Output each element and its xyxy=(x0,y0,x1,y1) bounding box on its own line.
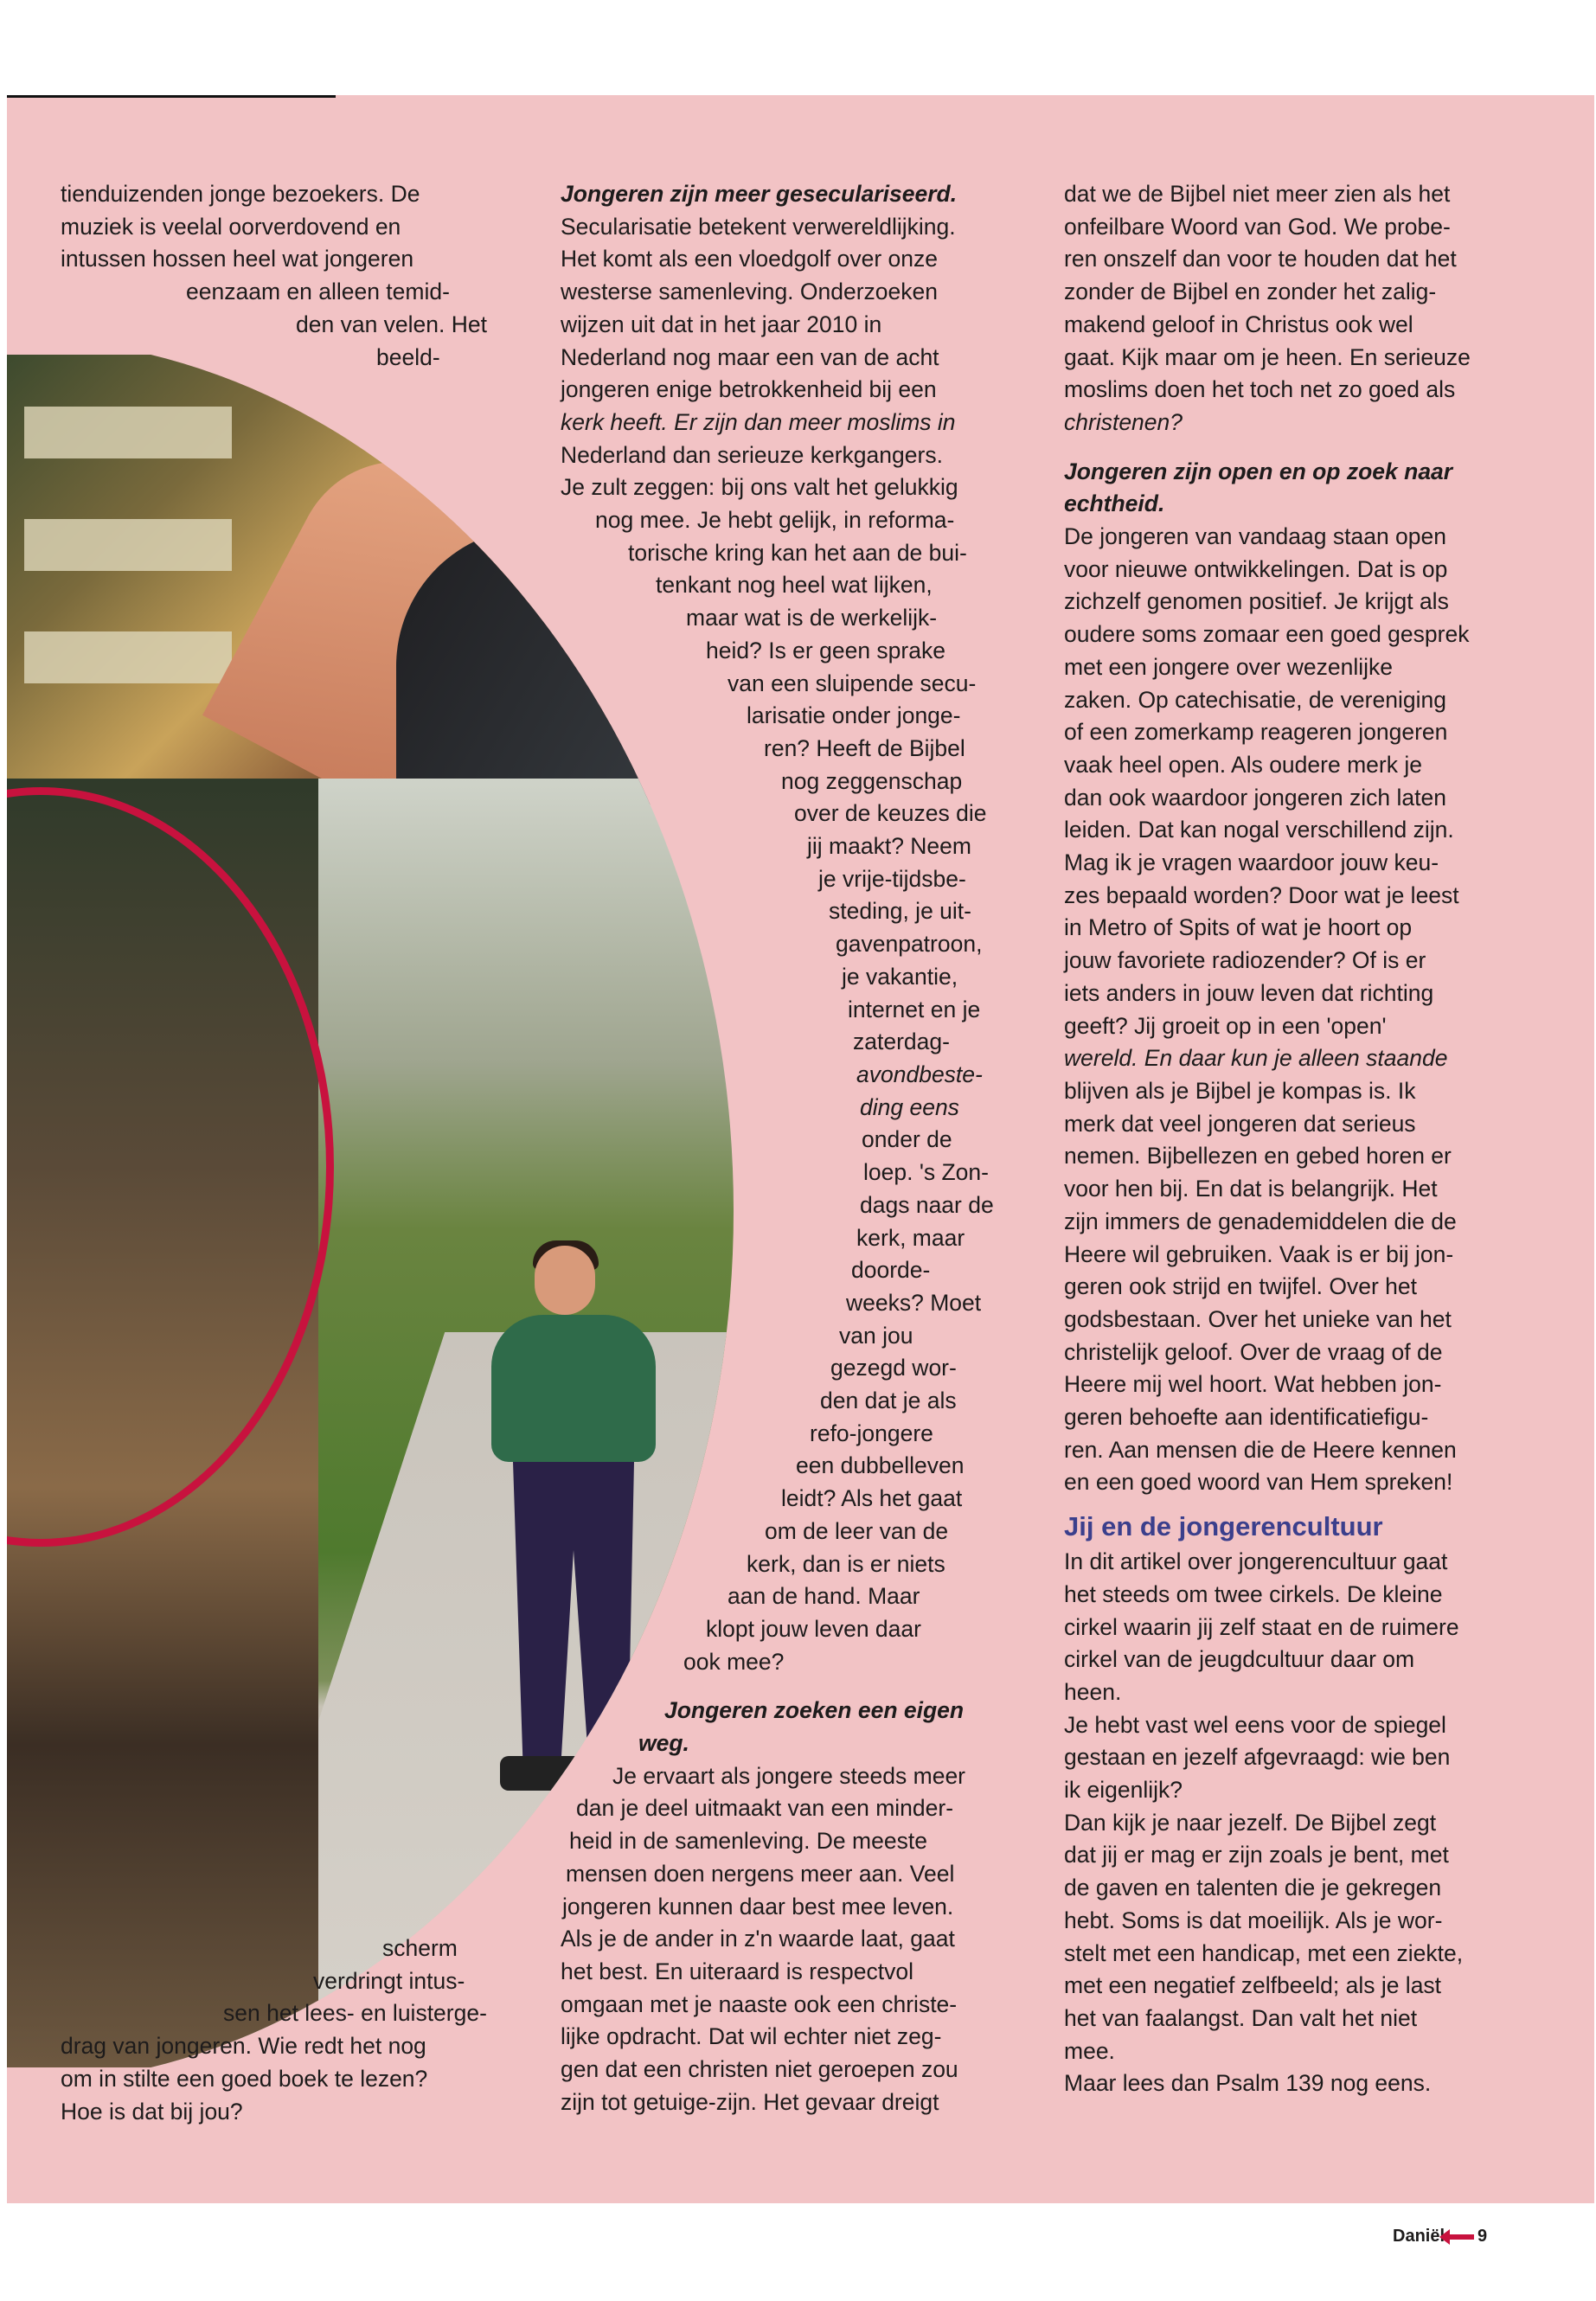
text-line: wereld. En daar kun je alleen staande xyxy=(1064,1045,1448,1072)
text-line: of een zomerkamp reageren jongeren xyxy=(1064,719,1448,746)
text-line: Je hebt vast wel eens voor de spiegel xyxy=(1064,1711,1446,1738)
text-line: leidt? Als het gaat xyxy=(781,1485,963,1512)
text-line: zes bepaald worden? Door wat je leest xyxy=(1064,881,1459,908)
text-line: moslims doen het toch net zo goed als xyxy=(1064,376,1456,403)
shelf xyxy=(24,519,232,571)
text-line: den dat je als xyxy=(820,1388,957,1414)
subheading-own-way: Jongeren zoeken een eigen xyxy=(664,1697,965,1724)
text-line: voor hen bij. En dat is belangrijk. Het xyxy=(1064,1176,1438,1202)
text-line: gaat. Kijk maar om je heen. En serieuze xyxy=(1064,343,1471,370)
text-line: zaken. Op catechisatie, de vereniging xyxy=(1064,686,1446,713)
text-line: van jou xyxy=(839,1322,913,1349)
text-line: kerk heeft. Er zijn dan meer moslims in xyxy=(561,408,956,435)
text-line: jouw favoriete radiozender? Of is er xyxy=(1064,947,1426,974)
text-line: refo-jongere xyxy=(810,1420,933,1446)
text-line: torische kring kan het aan de bui- xyxy=(628,539,967,566)
text-line: nog mee. Je hebt gelijk, in reforma- xyxy=(595,507,955,534)
column-1-top xyxy=(61,178,487,374)
text-line: De jongeren van vandaag staan open xyxy=(1064,523,1447,550)
text-line: avondbeste- xyxy=(856,1061,983,1087)
text-line: dat we de Bijbel niet meer zien als het xyxy=(1064,181,1451,207)
text-line: larisatie onder jonge- xyxy=(747,702,961,729)
text-line: ding eens xyxy=(860,1093,959,1120)
text-line: cirkel van de jeugdcultuur daar om xyxy=(1064,1646,1415,1673)
text-line: Mag ik je vragen waardoor jouw keu- xyxy=(1064,849,1439,876)
text-line: mee. xyxy=(1064,2037,1115,2064)
text-line: Nederland nog maar een van de acht xyxy=(561,343,939,370)
text-line: en een goed woord van Hem spreken! xyxy=(1064,1469,1453,1496)
text-line: je vakantie, xyxy=(842,963,958,990)
text-line: drag van jongeren. Wie redt het nog xyxy=(61,2033,426,2060)
text-line: omgaan met je naaste ook een christe- xyxy=(561,1990,958,2017)
text-line: gezegd wor- xyxy=(830,1355,957,1381)
text-line: Hoe is dat bij jou? xyxy=(61,2098,243,2125)
text-line: het best. En uiteraard is respectvol xyxy=(561,1958,914,1984)
page-footer xyxy=(1393,2227,1487,2247)
text-line: voor nieuwe ontwikkelingen. Dat is op xyxy=(1064,555,1448,582)
text-line: je vrije-tijdsbe- xyxy=(818,865,966,892)
text-line: kerk, maar xyxy=(856,1224,965,1251)
subheading-own-way-cont: weg. xyxy=(638,1730,689,1757)
text-line: doorde- xyxy=(851,1257,931,1284)
text-line: jij maakt? Neem xyxy=(807,833,971,860)
magazine-page xyxy=(7,95,1594,2246)
text-line: weeks? Moet xyxy=(846,1289,982,1316)
text-line: maar wat is de werkelijk- xyxy=(686,605,938,631)
text-line: tienduizenden jonge bezoekers. De xyxy=(61,181,420,207)
text-line: loep. 's Zon- xyxy=(863,1159,989,1186)
text-line: onder de xyxy=(862,1126,952,1153)
column-3 xyxy=(1064,178,1471,2100)
text-line: zaterdag- xyxy=(853,1029,950,1055)
text-line: Je zult zeggen: bij ons valt het gelukkig xyxy=(561,474,958,501)
arrow-icon xyxy=(1448,2234,1474,2240)
text-line: dat jij er mag er zijn zoals je bent, met xyxy=(1064,1842,1449,1868)
subheading-secularised: Jongeren zijn meer geseculariseerd. xyxy=(561,181,958,207)
magazine-name: Daniël xyxy=(1393,2227,1445,2246)
text-line: Secularisatie betekent verwereldlijking. xyxy=(561,213,956,240)
text-line: intussen hossen heel wat jongeren xyxy=(61,246,414,272)
text-line: scherm xyxy=(382,1935,458,1961)
column-1-bottom xyxy=(61,1932,487,2128)
text-line: heid? Is er geen sprake xyxy=(706,637,945,663)
text-line: mensen doen nergens meer aan. Veel xyxy=(566,1860,955,1887)
shelf xyxy=(24,631,232,683)
text-line: Heere wil gebruiken. Vaak is er bij jon- xyxy=(1064,1240,1454,1267)
text-line: Dan kijk je naar jezelf. De Bijbel zegt xyxy=(1064,1809,1437,1836)
text-line: ren onszelf dan voor te houden dat het xyxy=(1064,246,1457,272)
text-line: Je ervaart als jongere steeds meer xyxy=(612,1762,966,1789)
text-line: tenkant nog heel wat lijken, xyxy=(656,572,933,599)
text-line: ook mee? xyxy=(683,1648,785,1675)
text-line: westerse samenleving. Onderzoeken xyxy=(561,279,939,305)
text-line: met een jongere over wezenlijke xyxy=(1064,653,1394,680)
text-line: Het komt als een vloedgolf over onze xyxy=(561,246,939,272)
text-line: verdringt intus- xyxy=(313,1967,465,1994)
text-line: Heere mij wel hoort. Wat hebben jon- xyxy=(1064,1371,1442,1398)
text-line: geren ook strijd en twijfel. Over het xyxy=(1064,1273,1417,1300)
page-number: 9 xyxy=(1477,2227,1488,2246)
text-line: gestaan en jezelf afgevraagd: wie ben xyxy=(1064,1744,1451,1771)
text-line: kerk, dan is er niets xyxy=(747,1550,945,1577)
text-line: wijzen uit dat in het jaar 2010 in xyxy=(561,311,882,337)
text-line: aan de hand. Maar xyxy=(727,1583,920,1610)
text-line: zijn immers de genademiddelen die de xyxy=(1064,1208,1457,1234)
subheading-open: Jongeren zijn open en op zoek naar xyxy=(1064,458,1453,484)
text-line: den van velen. Het xyxy=(296,311,487,337)
text-line: steding, je uit- xyxy=(829,898,971,925)
text-line: nog zeggenschap xyxy=(781,767,963,794)
text-line: dags naar de xyxy=(860,1191,994,1218)
text-line: zonder de Bijbel en zonder het zalig- xyxy=(1064,279,1437,305)
text-line: christelijk geloof. Over de vraag of de xyxy=(1064,1338,1443,1365)
text-line: klopt jouw leven daar xyxy=(706,1615,921,1642)
text-line: In dit artikel over jongerencultuur gaat xyxy=(1064,1548,1448,1575)
text-line: om de leer van de xyxy=(765,1517,949,1544)
text-line: eenzaam en alleen temid- xyxy=(186,279,450,305)
text-line: leiden. Dat kan nogal verschillend zijn. xyxy=(1064,817,1454,843)
text-line: gen dat een christen niet geroepen zou xyxy=(561,2056,958,2083)
text-line: muziek is veelal oorverdovend en xyxy=(61,213,401,240)
text-line: Als je de ander in z'n waarde laat, gaat xyxy=(561,1926,955,1952)
text-line: over de keuzes die xyxy=(794,800,987,827)
text-line: jongeren kunnen daar best mee leven. xyxy=(562,1893,954,1920)
text-line: stelt met een handicap, met een ziekte, xyxy=(1064,1939,1464,1966)
text-line: het steeds om twee cirkels. De kleine xyxy=(1064,1580,1443,1607)
text-line: vaak heel open. Als oudere merk je xyxy=(1064,751,1422,778)
text-line: dan ook waardoor jongeren zich laten xyxy=(1064,784,1446,811)
text-line: geren behoefte aan identificatiefigu- xyxy=(1064,1404,1429,1431)
section-heading: Jij en de jongerencultuur xyxy=(1064,1511,1383,1542)
text-line: hebt. Soms is dat moeilijk. Als je wor- xyxy=(1064,1907,1443,1933)
text-line: zichzelf genomen positief. Je krijgt als xyxy=(1064,588,1449,615)
text-line: beeld- xyxy=(376,343,440,370)
text-line: ren. Aan mensen die de Heere kennen xyxy=(1064,1436,1457,1463)
column-2 xyxy=(561,178,994,2118)
text-line: merk dat veel jongeren dat serieus xyxy=(1064,1110,1416,1137)
text-line: cirkel waarin jij zelf staat en de ruimere xyxy=(1064,1613,1459,1640)
text-line: van een sluipende secu- xyxy=(727,670,977,696)
shelf xyxy=(24,407,232,458)
text-line: zijn tot getuige-zijn. Het gevaar dreigt xyxy=(561,2088,939,2115)
text-line: de gaven en talenten die je gekregen xyxy=(1064,1875,1442,1901)
text-line: onfeilbare Woord van God. We probe- xyxy=(1064,213,1451,240)
text-line: geeft? Jij groeit op in een 'open' xyxy=(1064,1012,1387,1039)
text-line: Maar lees dan Psalm 139 nog eens. xyxy=(1064,2070,1432,2097)
text-line: iets anders in jouw leven dat richting xyxy=(1064,979,1434,1006)
text-line: het van faalangst. Dan valt het niet xyxy=(1064,2004,1418,2031)
text-line: makend geloof in Christus ook wel xyxy=(1064,311,1413,337)
text-line: ik eigenlijk? xyxy=(1064,1777,1183,1804)
text-line: Nederland dan serieuze kerkgangers. xyxy=(561,441,943,468)
text-line: sen het lees- en luisterge- xyxy=(223,2000,487,2027)
text-line: met een negatief zelfbeeld; als je last xyxy=(1064,1972,1442,1999)
text-line: oudere soms zomaar een goed gesprek xyxy=(1064,621,1470,648)
text-line: een dubbelleven xyxy=(796,1452,965,1479)
text-line: in Metro of Spits of wat je hoort op xyxy=(1064,914,1413,941)
text-line: godsbestaan. Over het unieke van het xyxy=(1064,1305,1452,1332)
text-line: ren? Heeft de Bijbel xyxy=(764,734,965,761)
text-line: jongeren enige betrokkenheid bij een xyxy=(561,376,937,403)
text-line: blijven als je Bijbel je kompas is. Ik xyxy=(1064,1077,1416,1104)
text-line: christenen? xyxy=(1064,408,1183,435)
text-line: heen. xyxy=(1064,1678,1122,1705)
text-line: dan je deel uitmaakt van een minder- xyxy=(576,1795,954,1822)
text-line: gavenpatroon, xyxy=(836,931,983,958)
text-line: om in stilte een goed boek te lezen? xyxy=(61,2065,428,2092)
text-line: heid in de samenleving. De meeste xyxy=(569,1828,927,1855)
text-line: internet en je xyxy=(848,996,981,1022)
subheading-open-cont: echtheid. xyxy=(1064,490,1165,517)
text-line: nemen. Bijbellezen en gebed horen er xyxy=(1064,1143,1452,1170)
text-line: lijke opdracht. Dat wil echter niet zeg- xyxy=(561,2023,942,2050)
